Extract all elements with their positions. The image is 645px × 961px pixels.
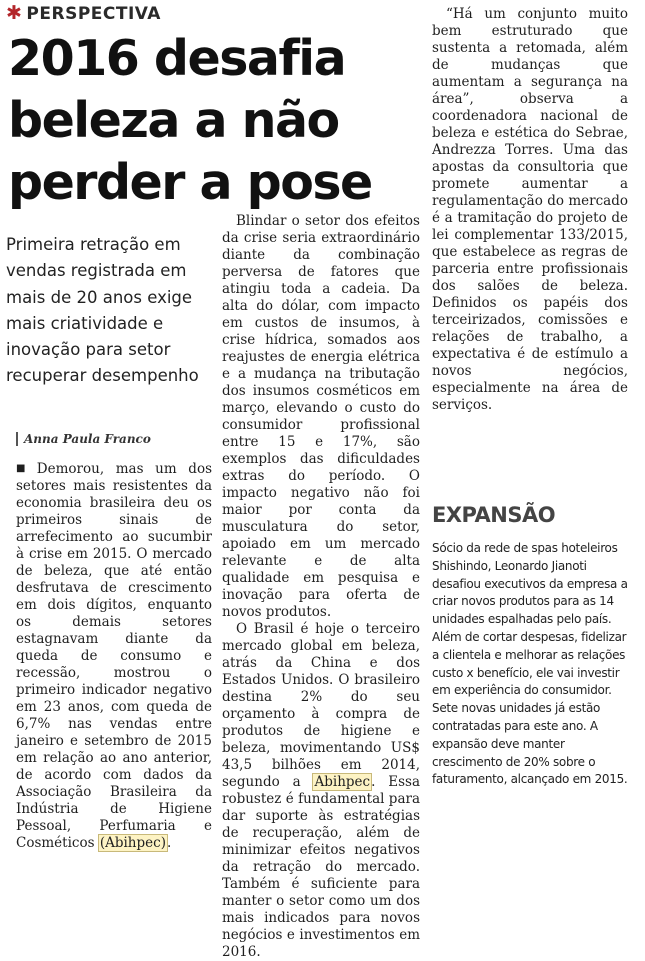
article-column-3 — [432, 6, 628, 414]
sidebar-text: Sócio da rede de spas hoteleiros Shishindo, Leonardo Jianoti desafiou executivos da empresa a criar novos produtos para as 14 unidades espalhadas pelo país. Além de cortar despesas, fidelizar a clientela e melhorar as relações custo x benefício, ele vai investir em experiência do consumidor. Sete novas unidades já estão contratadas para este ano. A expansão deve manter crescimento de 20% sobre o faturamento, alcançado em 2015. — [432, 541, 628, 787]
article-column-2 — [222, 213, 420, 961]
kicker-label: PERSPECTIVA — [26, 4, 161, 24]
paragraph-1-end: . — [166, 835, 172, 851]
deck-subheadline: Primeira retração em vendas registrada em mais de 20 anos exige mais criatividade e inovação para setor recuperar desempenho — [6, 235, 199, 386]
article-paragraph-1 — [16, 460, 212, 852]
paragraph-3-text-a: O Brasil é hoje o terceiro mercado global em beleza, atrás da China e dos Estados Unidos. O brasileiro destina 2% do seu orçamento à compra de produtos de higiene e beleza, movimentando US$ 43,5 bilhões em 2014, segundo a — [222, 621, 420, 790]
paragraph-3-text-b: . Essa robustez é fundamental para dar suporte às estratégias de recuperação, além de minimizar efeitos negativos da retração do mercado. Também é suficiente para manter o setor como um dos mais indicados para novos negócios e investimentos em 2016. — [222, 774, 420, 960]
article-column-1 — [16, 460, 212, 852]
sidebar-title: EXPANSÃO — [432, 503, 556, 527]
paragraph-1-text: Demorou, mas um dos setores mais resistentes da economia brasileira deu os primeiros sinais de arrefecimento ao sucumbir à crise em 2015. O mercado de beleza, que até então desfrutava de crescimento em dois dígitos, enquanto os demais setores estagnavam diante da queda de consumo e recessão, mostrou o primeiro indicador negativo em 23 anos, com queda de 6,7% nas vendas entre janeiro e setembro de 2015 em relação ao ano anterior, de acordo com dados da Associação Brasileira da Indústria de Higiene Pessoal, Perfumaria e Cosméticos — [16, 461, 212, 851]
article-paragraph-4: “Há um conjunto muito bem estruturado que sustenta a retomada, além de mudanças que aumentam a segurança na área”, observa a coordenadora nacional de beleza e estética do Sebrae, Andrezza Torres. Uma das apostas da consultoria que promete aumentar a regulamentação do mercado é a tramitação do projeto de lei complementar 133/2015, que estabelece as regras de parceria entre profissionais dos salões de beleza. Definidos os papéis dos terceirizados, comissões e relações de trabalho, a expectativa é de estímulo a novos negócios, especialmente na área de serviços. — [432, 6, 628, 413]
square-bullet-icon: ■ — [16, 463, 33, 474]
section-kicker — [6, 2, 161, 24]
asterisk-icon: ✱ — [6, 2, 23, 24]
headline: 2016 desafia beleza a não perder a pose — [8, 30, 372, 211]
highlight-abihpec: (Abihpec) — [99, 835, 166, 851]
byline-divider — [16, 432, 18, 446]
highlight-abihpec-2: Abihpec — [314, 774, 371, 790]
article-paragraph-2: Blindar o setor dos efeitos da crise seria extraordinário diante da combinação perversa de fatores que atingiu toda a cadeia. Da alta do dólar, com impacto em custos de insumos, à crise hídrica, somados aos reajustes de energia elétrica e a mudança na tributação dos insumos cosméticos em março, elevando o custo do consumidor profissional entre 15 e 17%, são exemplos das dificuldades extras do período. O impacto negativo não foi maior por conta da musculatura do setor, apoiado em um mercado relevante e de alta qualidade em pesquisa e inovação para oferta de novos produtos. — [222, 213, 420, 620]
article-paragraph-3 — [222, 621, 420, 961]
byline: Anna Paula Franco — [24, 432, 151, 446]
